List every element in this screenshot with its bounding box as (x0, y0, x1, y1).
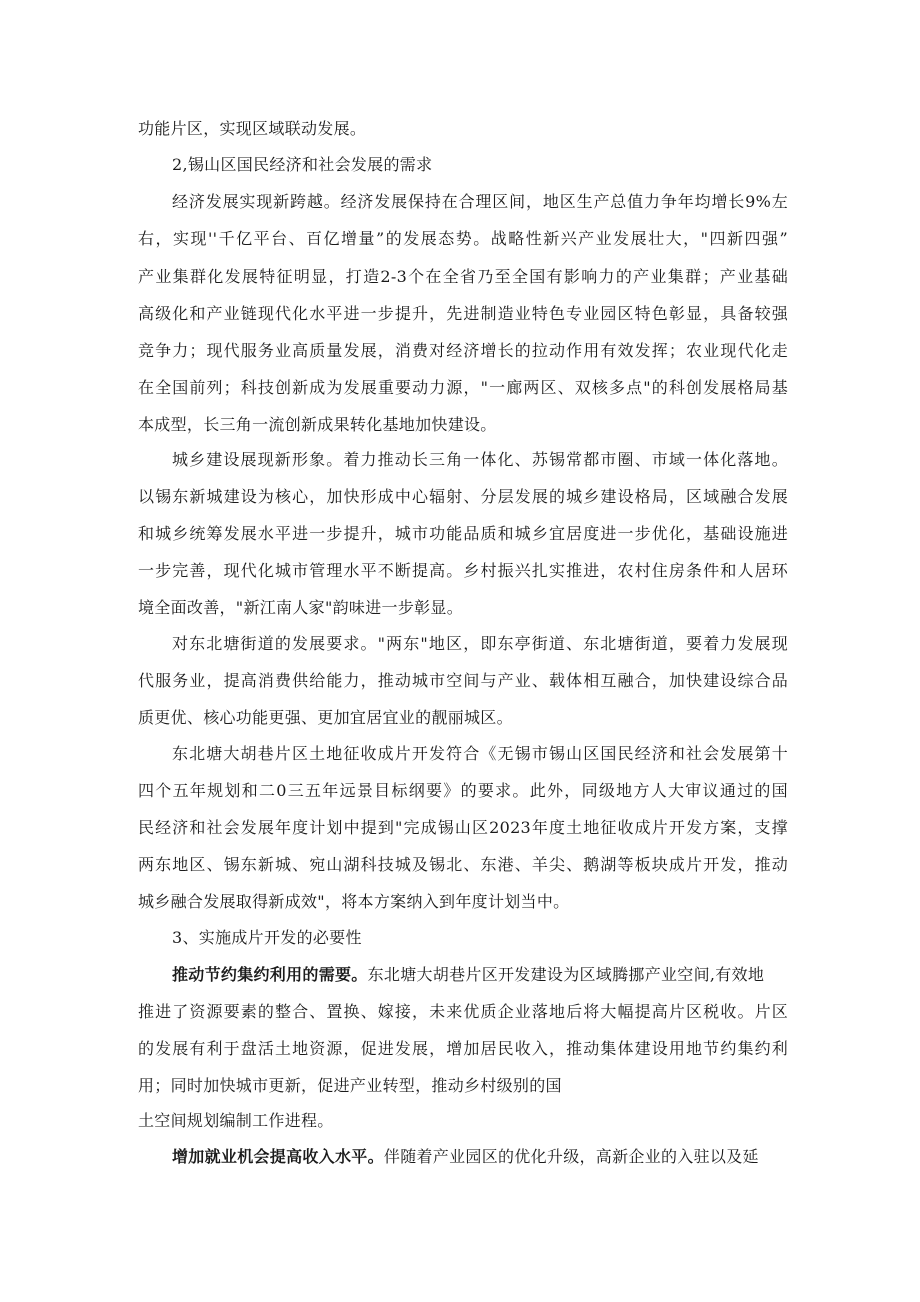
paragraph-line: 两东地区、锡东新城、宛山湖科技城及锡北、东港、羊尖、鹅湖等板块成片开发，推动 (138, 855, 788, 874)
paragraph-line: 本成型，长三角一流创新成果转化基地加快建设。 (138, 415, 497, 434)
paragraph-line: 经济发展实现新跨越。经济发展保持在合理区间，地区生产总值力争年均增长9%左 (172, 192, 788, 211)
paragraph-line: 以锡东新城建设为核心，加快形成中心辐射、分层发展的城乡建设格局，区域融合发展 (138, 487, 788, 506)
paragraph-line: 在全国前列；科技创新成为发展重要动力源，"一廊两区、双核多点"的科创发展格局基 (138, 378, 788, 397)
paragraph-line: 东北塘大胡巷片区土地征收成片开发符合《无锡市锡山区国民经济和社会发展第十 (172, 744, 788, 763)
section-heading-2: 2,锡山区国民经济和社会发展的需求 (172, 155, 433, 174)
paragraph-line: 质更优、核心功能更强、更加宜居宜业的靓丽城区。 (138, 708, 513, 727)
paragraph-text: 东北塘大胡巷片区开发建设为区域腾挪产业空间,有效地 (367, 965, 765, 984)
bold-lead-text: 推动节约集约利用的需要。 (172, 965, 368, 984)
paragraph-line: 四个五年规划和二0三五年远景目标纲要》的要求。此外，同级地方人大审议通过的国 (138, 781, 788, 800)
paragraph-line: 对东北塘街道的发展要求。"两东"地区，即东亭街道、东北塘街道，要着力发展现 (172, 634, 788, 653)
bold-lead-text: 增加就业机会提高收入水平。 (172, 1147, 384, 1166)
section-heading-3: 3、实施成片开发的必要性 (172, 928, 362, 947)
paragraph-line: 产业集群化发展特征明显，打造2-3个在全省乃至全国有影响力的产业集群；产业基础 (138, 267, 788, 286)
paragraph-line: 一步完善，现代化城市管理水平不断提高。乡村振兴扎实推进，农村住房条件和人居环 (138, 561, 788, 580)
paragraph-text: 伴随着产业园区的优化升级，高新企业的入驻以及延 (383, 1147, 759, 1166)
paragraph-line: 土空间规划编制工作进程。 (138, 1111, 334, 1130)
paragraph-line: 境全面改善，"新江南人家"韵味进一步彰显。 (138, 598, 464, 617)
paragraph-line: 推进了资源要素的整合、置换、嫁接，未来优质企业落地后将大幅提高片区税收。片区 (138, 1002, 788, 1021)
paragraph-line: 功能片区，实现区域联动发展。 (138, 119, 367, 138)
paragraph-line: 高级化和产业链现代化水平进一步提升，先进制造业特色专业园区特色彰显，具备较强 (138, 304, 788, 323)
paragraph-line: 用；同时加快城市更新，促进产业转型，推动乡村级别的国 (138, 1076, 562, 1095)
paragraph-line: 右，实现''千亿平台、百亿增量”的发展态势。战略性新兴产业发展壮大，"四新四强” (138, 229, 788, 248)
paragraph-line: 代服务业，提高消费供给能力，推动城市空间与产业、载体相互融合，加快建设综合品 (138, 671, 788, 690)
paragraph-line-lead (172, 965, 788, 985)
paragraph-line: 城乡建设展现新形象。着力推动长三角一体化、苏锡常都市圈、市域一体化落地。 (172, 450, 788, 469)
paragraph-line: 竞争力；现代服务业高质量发展，消费对经济增长的拉动作用有效发挥；农业现代化走 (138, 341, 788, 360)
paragraph-line-lead (172, 1147, 788, 1167)
paragraph-line: 和城乡统筹发展水平进一步提升，城市功能品质和城乡宜居度进一步优化，基础设施进 (138, 524, 788, 543)
paragraph-line: 民经济和社会发展年度计划中提到"完成锡山区2023年度土地征收成片开发方案，支撑 (138, 818, 788, 837)
paragraph-line: 城乡融合发展取得新成效"，将本方案纳入到年度计划当中。 (138, 892, 570, 911)
paragraph-line: 的发展有利于盘活土地资源，促进发展，增加居民收入，推动集体建设用地节约集约利 (138, 1039, 788, 1058)
